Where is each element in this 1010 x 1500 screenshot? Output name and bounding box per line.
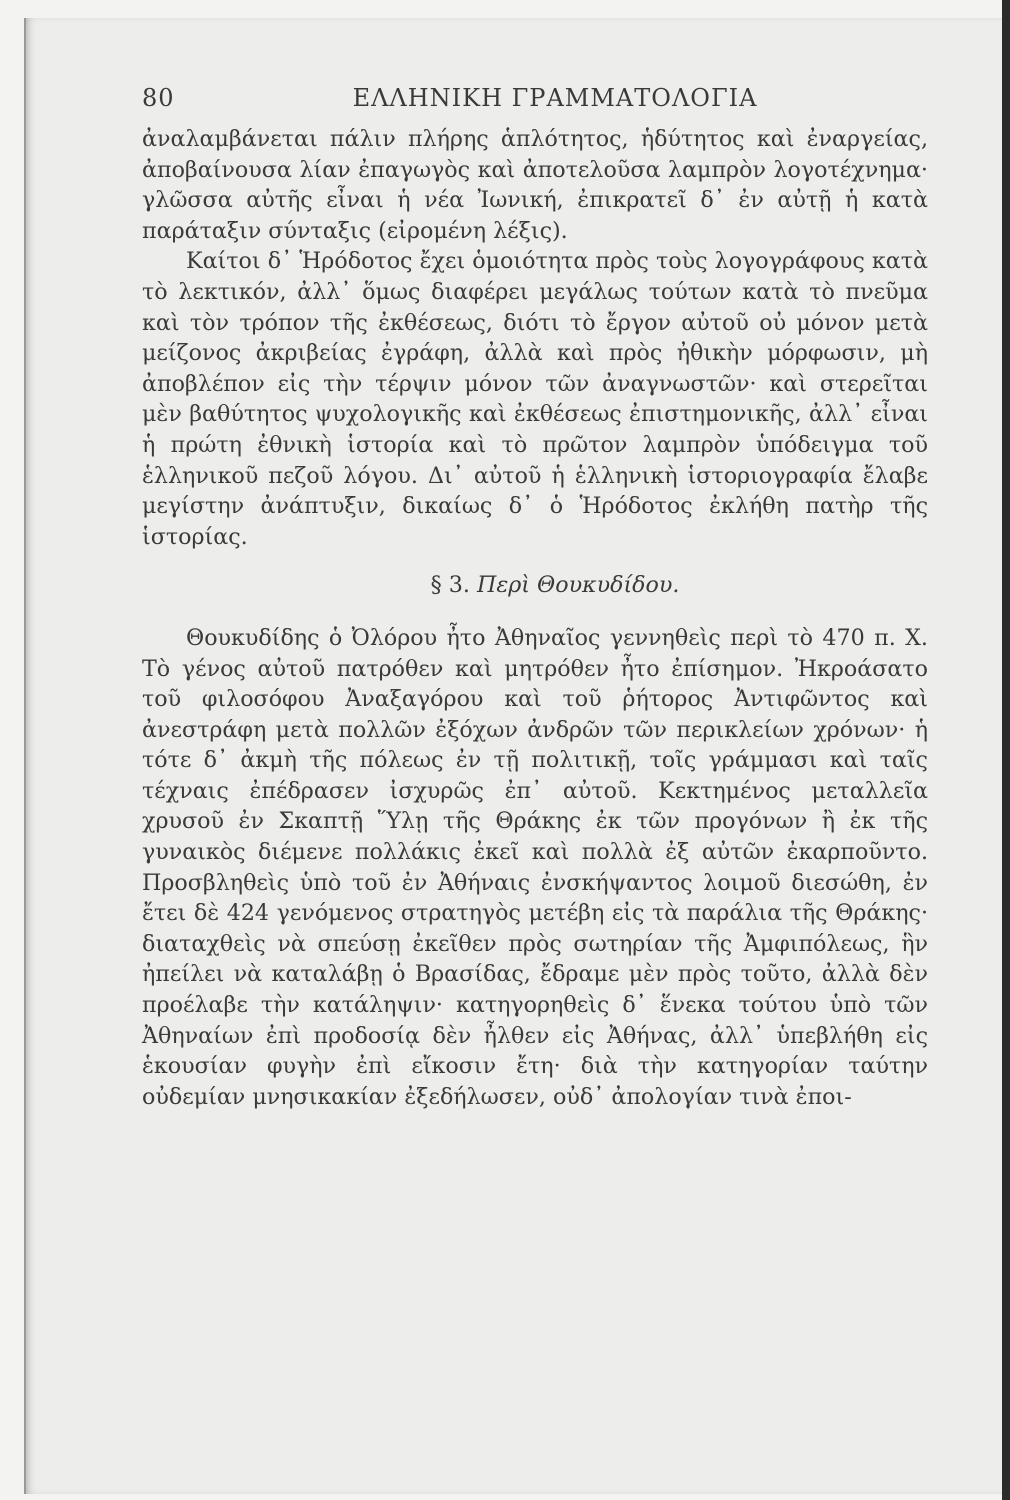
page-number: 80 — [142, 84, 175, 112]
section-number: § 3. — [430, 572, 470, 599]
book-page — [142, 84, 928, 1112]
section-title: Περὶ Θουκυδίδου. — [476, 572, 680, 599]
paragraph-continuation: ἀναλαμβάνεται πάλιν πλήρης ἁπλότητος, ἡδύτητος καὶ ἐναργείας, ἀποβαίνουσα λίαν ἐπαγωγὸς καὶ ἀποτελοῦσα λαμπρὸν λογοτέχνημα· γλῶσσα αὐτῆς εἶναι ἡ νέα Ἰωνική, ἐπικρατεῖ δ᾽ ἐν αὐτῇ ἡ κατὰ παράταξιν σύνταξις (εἰρομένη λέξις). — [142, 126, 928, 244]
running-head: ΕΛΛΗΝΙΚΗ ΓΡΑΜΜΑΤΟΛΟΓΙΑ — [352, 84, 758, 112]
section-heading — [142, 570, 928, 601]
page-header — [142, 84, 928, 124]
body-text — [142, 124, 928, 1112]
paragraph-thucydides: Θουκυδίδης ὁ Ὀλόρου ἦτο Ἀθηναῖος γεννηθεὶς περὶ τὸ 470 π. Χ. Τὸ γένος αὐτοῦ πατρόθεν καὶ μητρόθεν ἦτο ἐπίσημον. Ἠκροάσατο τοῦ φιλοσόφου Ἀναξαγόρου καὶ τοῦ ῥήτορος Ἀντιφῶντος καὶ ἀνεστράφη μετὰ πολλῶν ἐξόχων ἀνδρῶν τῶν περικλείων χρόνων· ἡ τότε δ᾽ ἀκμὴ τῆς πόλεως ἐν τῇ πολιτικῇ, τοῖς γράμμασι καὶ ταῖς τέχναις ἐπέδρασεν ἰσχυρῶς ἐπ᾽ αὐτοῦ. Κεκτημένος μεταλλεῖα χρυσοῦ ἐν Σκαπτῇ Ὕλῃ τῆς Θράκης ἐκ τῶν προγόνων ἢ ἐκ τῆς γυναικὸς διέμενε πολλάκις ἐκεῖ καὶ πολλὰ ἐξ αὐτῶν ἐκαρποῦντο. Προσβληθεὶς ὑπὸ τοῦ ἐν Ἀθήναις ἐνσκήψαντος λοιμοῦ διεσώθη, ἐν ἔτει δὲ 424 γενόμενος στρατηγὸς μετέβη εἰς τὰ παράλια τῆς Θράκης· διαταχθεὶς νὰ σπεύσῃ ἐκεῖθεν πρὸς σωτηρίαν τῆς Ἀμφιπόλεως, ἣν ἠπείλει νὰ καταλάβῃ ὁ Βρασίδας, ἔδραμε μὲν πρὸς τοῦτο, ἀλλὰ δὲν προέλαβε τὴν κατάληψιν· κατηγορηθεὶς δ᾽ ἕνεκα τούτου ὑπὸ τῶν Ἀθηναίων ἐπὶ προδοσίᾳ δὲν ἦλθεν εἰς Ἀθήνας, ἀλλ᾽ ὑπεβλήθη εἰς ἑκουσίαν φυγὴν ἐπὶ εἴκοσιν ἔτη· διὰ τὴν κατηγορίαν ταύτην οὐδεμίαν μνησικακίαν ἐξεδήλωσεν, οὐδ᾽ ἀπολογίαν τινὰ ἐποι- — [142, 624, 928, 1110]
paragraph-herodotus: Καίτοι δ᾽ Ἡρόδοτος ἔχει ὁμοιότητα πρὸς τοὺς λογογράφους κατὰ τὸ λεκτικόν, ἀλλ᾽ ὅμως διαφέρει μεγάλως τούτων κατὰ τὸ πνεῦμα καὶ τὸν τρόπον τῆς ἐκθέσεως, διότι τὸ ἔργον αὐτοῦ οὐ μόνον μετὰ μείζονος ἀκριβείας ἐγράφη, ἀλλὰ καὶ πρὸς ἠθικὴν μόρφωσιν, μὴ ἀποβλέπον εἰς τὴν τέρψιν μόνον τῶν ἀναγνωστῶν· καὶ στερεῖται μὲν βαθύτητος ψυχολογικῆς καὶ ἐκθέσεως ἐπιστημονικῆς, ἀλλ᾽ εἶναι ἡ πρώτη ἐθνικὴ ἱστορία καὶ τὸ πρῶτον λαμπρὸν ὑπόδειγμα τοῦ ἑλληνικοῦ πεζοῦ λόγου. Δι᾽ αὐτοῦ ἡ ἑλληνικὴ ἱστοριογραφία ἔλαβε μεγίστην ἀνάπτυξιν, δικαίως δ᾽ ὁ Ἡρόδοτος ἐκλήθη πατὴρ τῆς ἱστορίας. — [142, 248, 928, 550]
scan-edge — [1002, 0, 1010, 1500]
